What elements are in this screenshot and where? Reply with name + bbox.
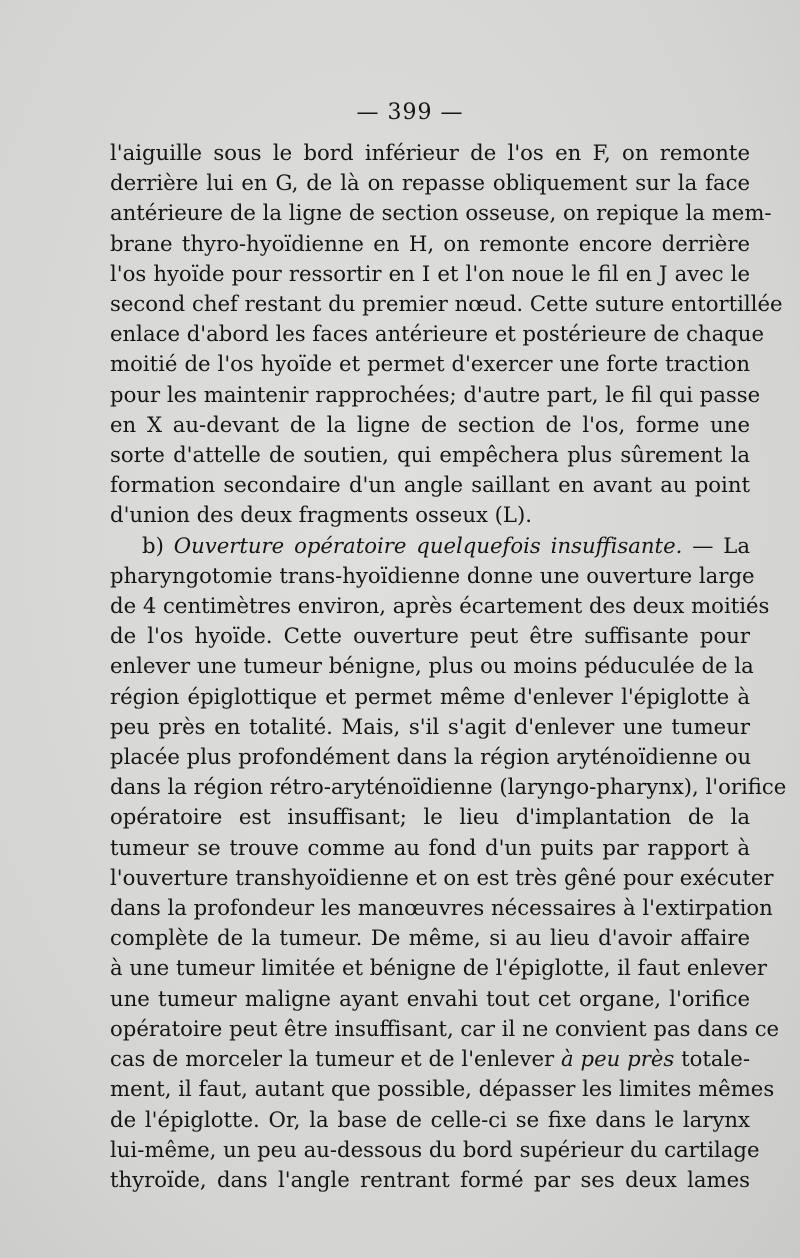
text-line-italic: à peu près — [561, 1046, 675, 1072]
page-number: — 399 — — [356, 100, 464, 125]
text-line: enlace d'abord les faces antérieure et postérieure de chaque — [110, 321, 764, 347]
text-line: d'union des deux fragments osseux (L). — [110, 502, 533, 528]
text-line: formation secondaire d'un angle saillant en avant au point — [110, 472, 750, 498]
text-line: peu près en totalité. Mais, s'il s'agit d'enlever une tumeur — [110, 713, 750, 739]
text-line — [110, 1044, 750, 1074]
text-line-part: b) — [142, 532, 174, 558]
text-line: moitié de l'os hyoïde et permet d'exercer une forte traction — [110, 351, 750, 377]
text-line: second chef restant du premier nœud. Cette suture entortillée — [110, 291, 783, 317]
text-line: l'os hyoïde pour ressortir en I et l'on noue le fil en J avec le — [110, 260, 750, 286]
text-line: de l'épiglotte. Or, la base de celle-ci se fixe dans le larynx — [110, 1106, 750, 1132]
text-line — [110, 531, 750, 561]
text-line: enlever une tumeur bénigne, plus ou moins péduculée de la — [110, 653, 754, 679]
text-line: ment, il faut, autant que possible, dépasser les limites mêmes — [110, 1076, 775, 1102]
text-line: dans la région rétro-aryténoïdienne (laryngo-pharynx), l'orifice — [110, 774, 787, 800]
text-line: de l'os hyoïde. Cette ouverture peut être suffisante pour — [110, 623, 750, 649]
text-line: placée plus profondément dans la région aryténoïdienne ou — [110, 744, 752, 770]
text-line-part: cas de morceler la tumeur et de l'enlever — [110, 1046, 562, 1072]
text-line: opératoire peut être insuffisant, car il ne convient pas dans ce — [110, 1015, 780, 1041]
text-line: opératoire est insuffisant; le lieu d'implantation de la — [110, 804, 750, 830]
text-line: en X au-devant de la ligne de section de l'os, forme une — [110, 411, 750, 437]
text-line: antérieure de la ligne de section osseuse, on repique la mem- — [110, 200, 772, 226]
text-line: thyroïde, dans l'angle rentrant formé par ses deux lames — [110, 1166, 750, 1192]
text-line: dans la profondeur les manœuvres nécessaires à l'extirpation — [110, 895, 773, 921]
text-line: brane thyro-hyoïdienne en H, on remonte encore derrière — [110, 230, 750, 256]
text-line: derrière lui en G, de là on repasse obliquement sur la face — [110, 170, 750, 196]
text-line-part: totale- — [674, 1046, 750, 1072]
text-line: sorte d'attelle de soutien, qui empêchera plus sûrement la — [110, 442, 750, 468]
text-line: région épiglottique et permet même d'enlever l'épiglotte à — [110, 683, 750, 709]
text-line: l'ouverture transhyoïdienne et on est très gêné pour exécuter — [110, 864, 774, 890]
text-line-part: — La — [682, 532, 751, 558]
text-line: tumeur se trouve comme au fond d'un puits par rapport à — [110, 834, 750, 860]
text-line: lui-même, un peu au-dessous du bord supérieur du cartilage — [110, 1136, 760, 1162]
body-text — [110, 138, 787, 1195]
text-line: à une tumeur limitée et bénigne de l'épiglotte, il faut enlever — [110, 955, 768, 981]
text-line: une tumeur maligne ayant envahi tout cet organe, l'orifice — [110, 985, 750, 1011]
text-line: complète de la tumeur. De même, si au lieu d'avoir affaire — [110, 925, 750, 951]
text-line: de 4 centimètres environ, après écartement des deux moitiés — [110, 593, 770, 619]
text-line: l'aiguille sous le bord inférieur de l'os en F, on remonte — [110, 140, 750, 165]
text-line: pharyngotomie trans-hyoïdienne donne une ouverture large — [110, 562, 755, 588]
text-line: pour les maintenir rapprochées; d'autre part, le fil qui passe — [110, 381, 761, 407]
text-line-italic: Ouverture opératoire quelquefois insuffisante. — [173, 532, 683, 558]
